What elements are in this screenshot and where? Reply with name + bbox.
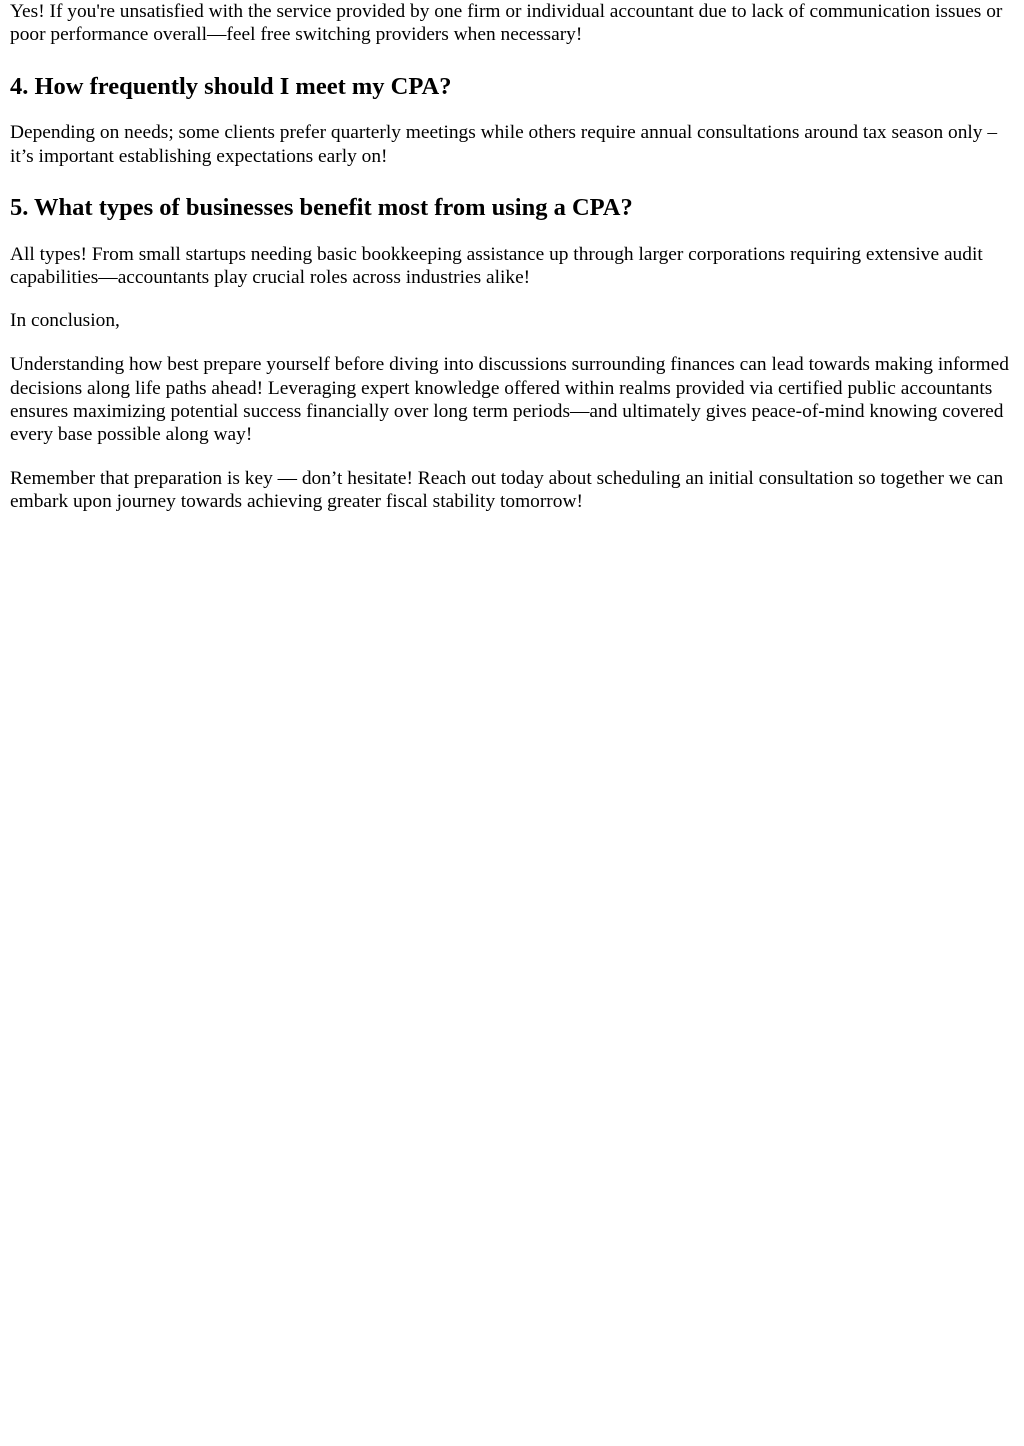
conclusion-paragraph: Understanding how best prepare yourself before diving into discussions surrounding finances can lead towards making informed decisions along life paths ahead! Leveraging expert knowledge offered within realms provided via certified public accountants ensures maximizing potential success financially over long term periods—and ultimately gives peace-of-mind knowing covered every base possible along way! xyxy=(10,354,1009,446)
closing-paragraph: Remember that preparation is key — don’t hesitate! Reach out today about scheduling an initial consultation so together we can embark upon journey towards achieving greater fiscal stability tomorrow! xyxy=(10,468,1004,513)
article-body xyxy=(0,0,1024,514)
faq-answer-3: Yes! If you're unsatisfied with the service provided by one firm or individual accountant due to lack of communication issues or poor performance overall—feel free switching providers when necessary! xyxy=(10,1,1003,46)
faq-question-4-heading: 4. How frequently should I meet my CPA? xyxy=(10,73,452,101)
faq-answer-5: All types! From small startups needing basic bookkeeping assistance up through larger corporations requiring extensive audit capabilities—accountants play crucial roles across industries alike! xyxy=(10,243,983,289)
conclusion-lead: In conclusion, xyxy=(10,310,120,332)
faq-question-5-heading: 5. What types of businesses benefit most from using a CPA? xyxy=(10,193,633,221)
faq-answer-4: Depending on needs; some clients prefer quarterly meetings while others require annual consultations around tax season only – it’s important establishing expectations early on! xyxy=(10,122,998,167)
